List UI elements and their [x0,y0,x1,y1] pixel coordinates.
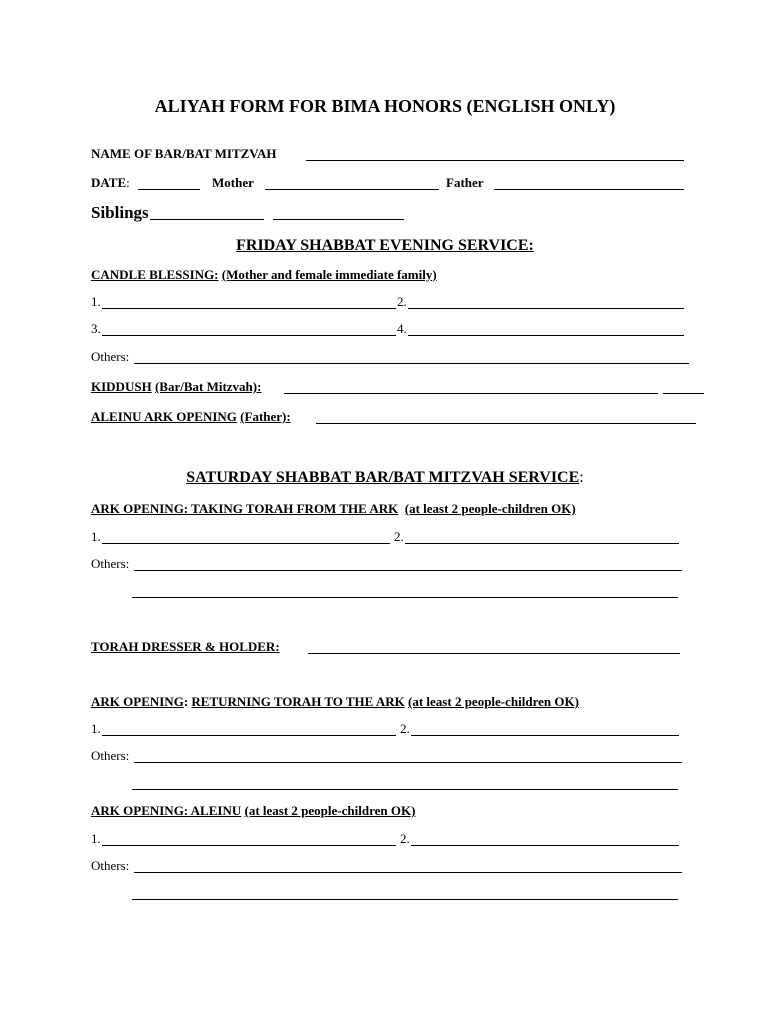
ark-aleinu-field-2[interactable] [411,845,679,846]
ark-take-others-field[interactable] [134,570,682,571]
candle-field-2[interactable] [408,308,684,309]
ark-return-others-field[interactable] [134,762,682,763]
sibling-field-1[interactable] [150,219,264,220]
father-label: Father [446,175,484,190]
mother-field[interactable] [265,189,439,190]
ark-return-number-1: 1. [91,721,101,736]
form-title: ALIYAH FORM FOR BIMA HONORS (ENGLISH ONLY) [154,96,616,116]
ark-return-number-2: 2. [400,721,410,736]
candle-blessing-label: CANDLE BLESSING: (Mother and female immediate family) [91,267,437,282]
candle-field-1[interactable] [102,308,396,309]
ark-take-field-2[interactable] [405,543,679,544]
kiddush-field[interactable] [284,393,658,394]
candle-others-field[interactable] [134,363,689,364]
aleinu-field[interactable] [316,423,696,424]
aleinu-label: ALEINU ARK OPENING (Father): [91,409,291,424]
ark-take-field-1[interactable] [102,543,390,544]
candle-others-label: Others: [91,349,130,364]
kiddush-field-extra[interactable] [663,393,704,394]
date-field[interactable] [138,189,200,190]
ark-aleinu-number-2: 2. [400,831,410,846]
ark-take-others-label: Others: [91,556,130,571]
kiddush-label: KIDDUSH (Bar/Bat Mitzvah): [91,379,262,394]
date-label: DATE: [91,175,130,190]
candle-field-3[interactable] [102,335,396,336]
candle-field-4[interactable] [408,335,684,336]
ark-take-others-field-2[interactable] [132,597,678,598]
ark-return-others-field-2[interactable] [132,789,678,790]
friday-heading: FRIDAY SHABBAT EVENING SERVICE: [236,237,534,254]
ark-return-field-2[interactable] [411,735,679,736]
name-field[interactable] [306,160,684,161]
saturday-heading: SATURDAY SHABBAT BAR/BAT MITZVAH SERVICE: [186,469,584,486]
ark-aleinu-others-field-2[interactable] [132,899,678,900]
name-label: NAME OF BAR/BAT MITZVAH [91,146,277,161]
torah-dresser-field[interactable] [308,653,680,654]
candle-number-1: 1. [91,294,101,309]
torah-dresser-label: TORAH DRESSER & HOLDER: [91,639,280,654]
ark-aleinu-label: ARK OPENING: ALEINU (at least 2 people-children OK) [91,803,416,818]
ark-take-number-1: 1. [91,529,101,544]
father-field[interactable] [494,189,684,190]
ark-aleinu-others-field[interactable] [134,872,682,873]
ark-aleinu-others-label: Others: [91,858,130,873]
mother-label: Mother [212,175,254,190]
sibling-field-2[interactable] [273,219,404,220]
ark-aleinu-number-1: 1. [91,831,101,846]
siblings-label: Siblings [91,203,149,222]
candle-number-4: 4. [397,321,407,336]
candle-number-3: 3. [91,321,101,336]
ark-return-others-label: Others: [91,748,130,763]
ark-take-label: ARK OPENING: TAKING TORAH FROM THE ARK (at least 2 people-children OK) [91,501,576,516]
ark-take-number-2: 2. [394,529,404,544]
ark-return-label: ARK OPENING: RETURNING TORAH TO THE ARK (at least 2 people-children OK) [91,694,579,709]
ark-aleinu-field-1[interactable] [102,845,396,846]
candle-number-2: 2. [397,294,407,309]
ark-return-field-1[interactable] [102,735,396,736]
